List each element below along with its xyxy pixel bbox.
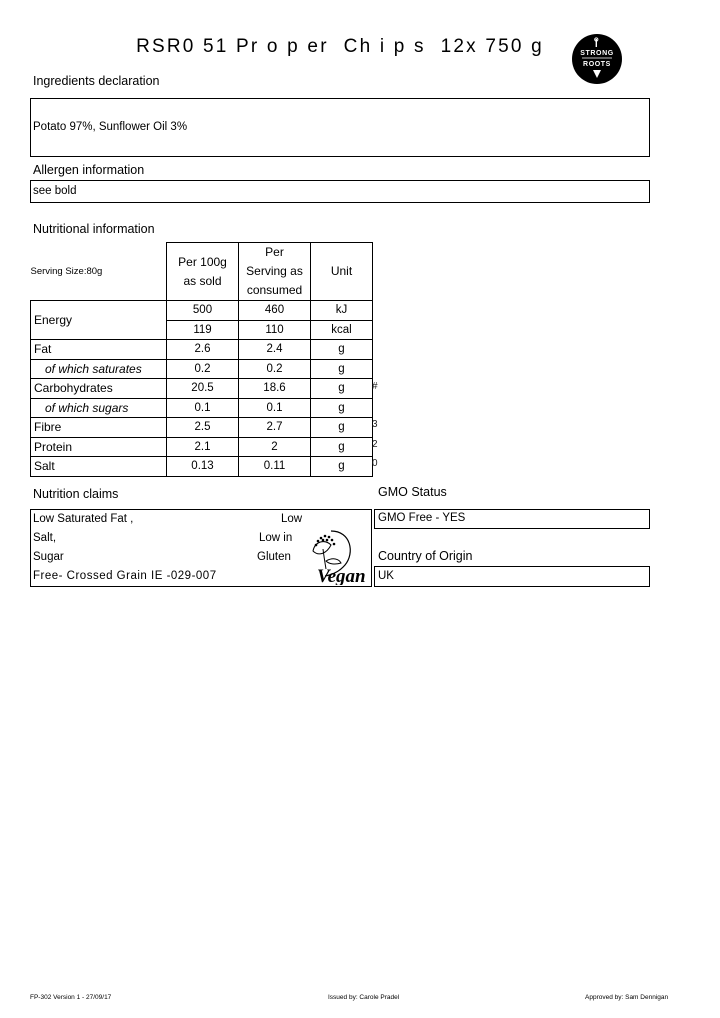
- table-row: [31, 359, 373, 379]
- row-unit: kJ: [311, 301, 373, 321]
- serving-size: Serving Size:80g: [31, 243, 167, 301]
- row-label: of which saturates: [31, 359, 167, 379]
- table-row: [31, 301, 373, 321]
- page-title: RSR0 51 Pr o p er Ch i p s 12x 750 g: [136, 36, 544, 57]
- row-per100: 0.2: [167, 359, 239, 379]
- row-serving: 0.1: [239, 398, 311, 418]
- col-per100: [167, 243, 239, 301]
- strong-roots-logo: [571, 33, 623, 85]
- col-serving: [239, 243, 311, 301]
- gmo-box: [374, 509, 650, 529]
- table-row: [31, 457, 373, 477]
- allergen-heading: Allergen information: [33, 163, 145, 177]
- ingredients-box: [30, 98, 650, 157]
- row-per100: 0.13: [167, 457, 239, 477]
- row-label: Fibre: [31, 418, 167, 438]
- row-serving: 2.4: [239, 340, 311, 360]
- claims-heading: Nutrition claims: [33, 487, 119, 501]
- row-per100: 0.1: [167, 398, 239, 418]
- clipped-char: [372, 338, 378, 357]
- col-serving-line3: consumed: [246, 283, 303, 297]
- row-serving: 2: [239, 437, 311, 457]
- claim-line2-right: Low in: [259, 532, 293, 544]
- clipped-column: [372, 242, 378, 473]
- row-serving: 18.6: [239, 379, 311, 399]
- claim-line2-left: Salt,: [33, 532, 57, 544]
- row-per100: 2.5: [167, 418, 239, 438]
- col-serving-line2: Serving as: [246, 264, 303, 278]
- clipped-char: #: [372, 380, 378, 392]
- footer-approved-by: Approved by: Sam Dennigan: [585, 994, 669, 1001]
- claim-line3-right: Gluten: [257, 551, 291, 563]
- row-label: Salt: [31, 457, 167, 477]
- row-per100: 119: [167, 320, 239, 340]
- ingredients-text: Potato 97%, Sunflower Oil 3%: [33, 121, 188, 133]
- row-serving: 0.11: [239, 457, 311, 477]
- nutrition-table: [30, 242, 373, 477]
- row-unit: g: [311, 379, 373, 399]
- allergen-text: see bold: [33, 185, 77, 197]
- origin-text: UK: [378, 570, 394, 582]
- claim-line3-left: Sugar: [33, 551, 64, 563]
- gmo-heading: GMO Status: [378, 485, 447, 499]
- row-unit: kcal: [311, 320, 373, 340]
- row-serving: 2.7: [239, 418, 311, 438]
- row-label: Protein: [31, 437, 167, 457]
- col-per100-line1: Per 100g: [178, 254, 227, 269]
- clipped-char: [372, 299, 378, 318]
- row-label: Carbohydrates: [31, 379, 167, 399]
- gmo-text: GMO Free - YES: [378, 512, 466, 524]
- origin-heading: Country of Origin: [378, 549, 473, 563]
- footer-version: FP-302 Version 1 - 27/09/17: [30, 994, 112, 1001]
- claim-line1-right: Low: [281, 513, 303, 525]
- clipped-char: [372, 357, 378, 376]
- claim-line1-left: Low Saturated Fat ,: [33, 513, 134, 525]
- clipped-char: [372, 318, 378, 337]
- origin-box: [374, 566, 650, 587]
- table-row: [31, 379, 373, 399]
- footer-issued-by: Issued by: Carole Pradel: [328, 994, 400, 1001]
- row-unit: g: [311, 437, 373, 457]
- allergen-box: [30, 180, 650, 203]
- row-serving: 110: [239, 320, 311, 340]
- row-per100: 2.1: [167, 437, 239, 457]
- clipped-char: 2: [372, 438, 378, 450]
- col-unit: Unit: [311, 243, 373, 301]
- claim-line4: Free- Crossed Grain IE -029-007: [33, 570, 217, 582]
- logo-line1: STRONG: [580, 50, 614, 57]
- row-unit: g: [311, 457, 373, 477]
- row-unit: g: [311, 359, 373, 379]
- nutrition-heading: Nutritional information: [33, 222, 155, 236]
- row-unit: g: [311, 398, 373, 418]
- row-unit: g: [311, 340, 373, 360]
- row-label: Energy: [31, 301, 167, 340]
- row-per100: 20.5: [167, 379, 239, 399]
- row-serving: 0.2: [239, 359, 311, 379]
- table-row: [31, 398, 373, 418]
- vegan-logo: [293, 527, 369, 585]
- row-label: Fat: [31, 340, 167, 360]
- row-label: of which sugars: [31, 398, 167, 418]
- logo-line2: ROOTS: [583, 61, 611, 68]
- row-per100: 2.6: [167, 340, 239, 360]
- table-row: [31, 418, 373, 438]
- col-serving-line1: Per: [265, 245, 284, 259]
- col-per100-line2: as sold: [183, 273, 222, 288]
- row-serving: 460: [239, 301, 311, 321]
- row-unit: g: [311, 418, 373, 438]
- clipped-char: 0: [372, 458, 378, 470]
- clipped-char: 3: [372, 419, 378, 431]
- clipped-char: [372, 242, 378, 299]
- nutrition-header-row: [31, 243, 373, 301]
- table-row: [31, 340, 373, 360]
- clipped-char: [372, 396, 378, 415]
- ingredients-heading: Ingredients declaration: [33, 74, 160, 88]
- table-row: [31, 437, 373, 457]
- vegan-logo-text: Vegan: [317, 566, 366, 585]
- row-per100: 500: [167, 301, 239, 321]
